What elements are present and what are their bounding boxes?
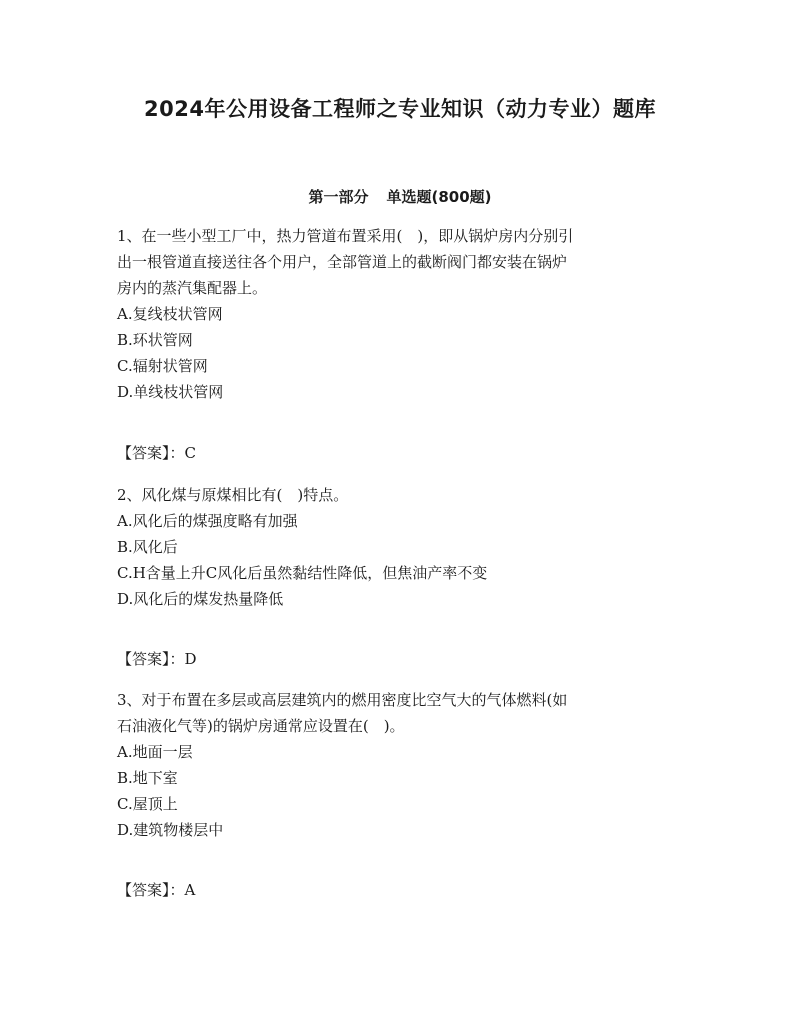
section-heading <box>0 186 800 207</box>
question-1 <box>117 223 687 405</box>
answer-label: 【答案】： <box>117 650 185 668</box>
question-3 <box>117 687 687 843</box>
question-stem-line: 出一根管道直接送往各个用户，全部管道上的截断阀门都安装在锅炉 <box>117 253 568 271</box>
option-a: A.复线枝状管网 <box>117 305 223 323</box>
answer-2 <box>117 646 197 672</box>
option-d: D.建筑物楼层中 <box>117 821 224 839</box>
option-c: C.辐射状管网 <box>117 357 208 375</box>
question-2 <box>117 482 687 612</box>
option-a: A.风化后的煤强度略有加强 <box>117 512 298 530</box>
question-stem-line: 石油液化气等)的锅炉房通常应设置在( )。 <box>117 717 405 735</box>
option-d: D.风化后的煤发热量降低 <box>117 590 284 608</box>
question-stem-line: 房内的蒸汽集配器上。 <box>117 279 268 297</box>
option-c: C.H含量上升C风化后虽然黏结性降低，但焦油产率不变 <box>117 564 488 582</box>
option-d: D.单线枝状管网 <box>117 383 224 401</box>
answer-value: A <box>184 881 196 899</box>
option-c: C.屋顶上 <box>117 795 178 813</box>
document-title: 2024年公用设备工程师之专业知识（动力专业）题库 <box>144 97 656 121</box>
answer-label: 【答案】： <box>117 881 185 899</box>
answer-label: 【答案】： <box>117 444 185 462</box>
question-stem-line: 3、对于布置在多层或高层建筑内的燃用密度比空气大的气体燃料(如 <box>117 691 568 709</box>
question-stem-line: 2、风化煤与原煤相比有( )特点。 <box>117 486 349 504</box>
answer-value: D <box>184 650 197 668</box>
option-a: A.地面一层 <box>117 743 193 761</box>
section-title: 第一部分 <box>308 188 369 206</box>
option-b: B.环状管网 <box>117 331 193 349</box>
question-stem-line: 1、在一些小型工厂中，热力管道布置采用( )，即从锅炉房内分别引 <box>117 227 574 245</box>
section-subtitle: 单选题(800题) <box>386 188 492 206</box>
answer-3 <box>117 877 195 903</box>
option-b: B.风化后 <box>117 538 178 556</box>
answer-1 <box>117 440 196 466</box>
option-b: B.地下室 <box>117 769 178 787</box>
answer-value: C <box>184 444 196 462</box>
